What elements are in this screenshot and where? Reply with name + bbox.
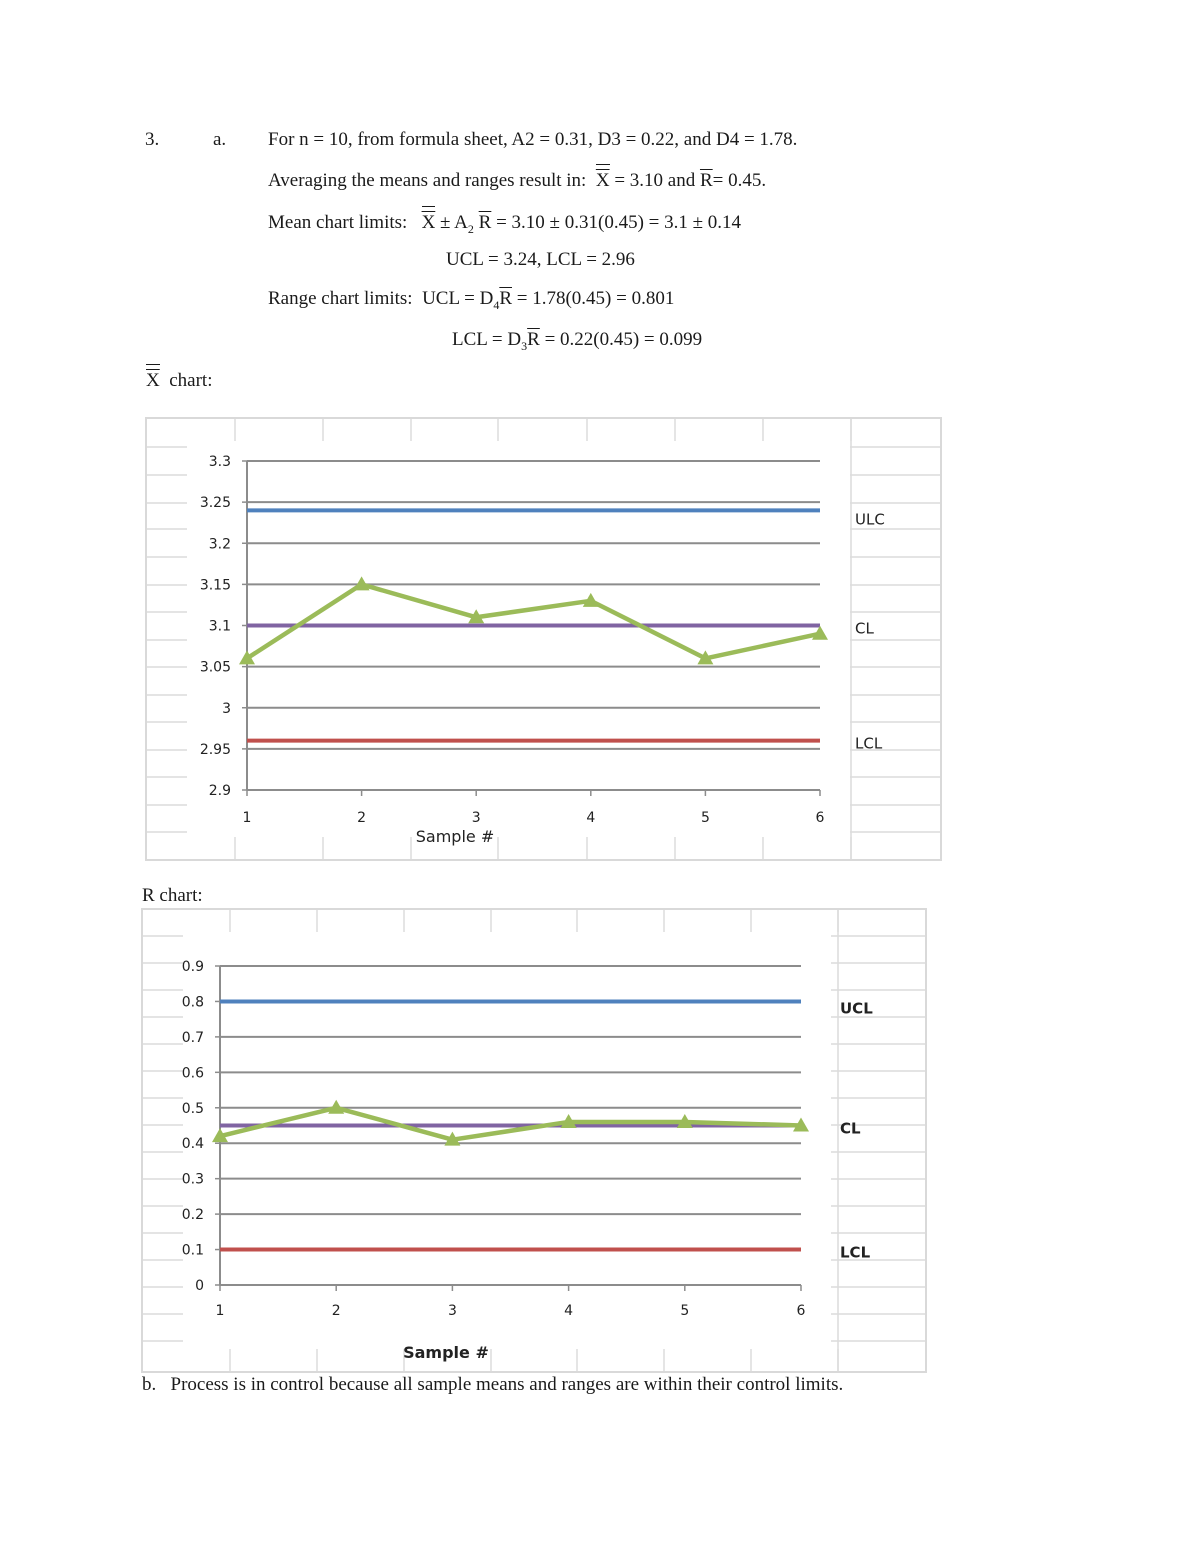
x-tick-label: 6 [815,810,825,826]
y-tick-label: 3.25 [199,495,231,512]
x-tick-label: 2 [331,1303,341,1319]
part-a-label: a. [213,129,227,150]
y-tick-label: 0.7 [181,1029,204,1046]
range-ucl-r: $\overline{R}$ [499,288,512,309]
range-lcl-r: $\overline{R}$ [527,329,540,350]
range-ucl-rest: = 1.78(0.45) = 0.801 [516,288,675,309]
xbar-chart-heading [146,370,213,392]
x-tick-label: 3 [447,1303,457,1319]
y-tick-label: 0.4 [181,1136,204,1153]
x-tick-label: 4 [564,1303,574,1319]
y-tick-label: 0.9 [181,959,204,975]
grand-mean-value: = 3.10 and [614,170,696,191]
x-tick-label: 5 [680,1303,690,1319]
mean-range-value: = 0.45. [712,170,767,191]
y-tick-label: 0 [195,1278,204,1294]
part-b-text: Process is in control because all sample means and ranges are within their control limits. [170,1374,844,1395]
given-constants-line: For n = 10, from formula sheet, A2 = 0.31, D3 = 0.22, and D4 = 1.78. [268,129,798,150]
lcl-label: LCL [855,734,883,753]
x-axis-label: Sample # [415,827,495,846]
mean-formula-rest: = 3.10 ± 0.31(0.45) = 3.1 ± 0.14 [496,212,742,233]
range-ucl-prefix: UCL = D [422,288,494,309]
y-tick-label: 0.1 [181,1242,204,1259]
range-lcl-rest: = 0.22(0.45) = 0.099 [544,329,703,350]
problem-number: 3. [145,129,160,150]
x-axis-label: Sample # [403,1343,489,1362]
range-ucl-sub: 4 [493,297,500,312]
xbar-chart-label: chart: [169,370,213,391]
r-chart-heading: R chart: [142,885,203,906]
cl-label: CL [840,1119,861,1138]
range-limits-label: Range chart limits: [268,288,413,309]
y-tick-label: 0.2 [181,1207,204,1224]
y-tick-label: 2.95 [199,741,231,758]
range-lcl-line [452,329,702,354]
x-tick-label: 3 [471,810,481,826]
mean-ucl-lcl: UCL = 3.24, LCL = 2.96 [446,249,635,270]
x-tick-label: 4 [586,810,596,826]
y-tick-label: 3 [222,700,231,717]
ulc-label: ULC [855,510,885,529]
y-tick-label: 0.5 [181,1100,204,1117]
mean-formula-mid: ± A [440,212,468,233]
mean-range-symbol: $\overline{R}$ [699,170,713,191]
range-ucl-line [268,288,674,313]
x-tick-label: 2 [357,810,367,826]
part-b-line [142,1374,843,1396]
xbar-chart [147,419,940,859]
y-tick-label: 3.1 [208,618,231,635]
y-tick-label: 0.8 [181,994,204,1011]
part-b-label: b. [142,1374,157,1395]
y-tick-label: 3.2 [208,536,231,553]
mean-limits-line [268,212,741,237]
x-tick-label: 1 [215,1303,225,1319]
y-tick-label: 0.6 [181,1065,204,1082]
cl-label: CL [855,619,874,638]
x-tick-label: 5 [700,810,710,826]
mean-limits-label: Mean chart limits: [268,212,408,233]
r-chart [143,910,925,1371]
lcl-label: LCL [840,1243,871,1262]
mean-formula-sub: 2 [467,221,474,236]
range-lcl-sub: 3 [521,338,528,353]
mean-formula-r: $\overline{R}$ [478,212,492,233]
y-tick-label: 3.3 [208,454,231,470]
averages-line [268,170,766,192]
mean-formula-x: $\overline{X}$ [421,212,436,233]
x-tick-label: 1 [242,810,252,826]
sample-series-line [247,584,820,658]
xbar-chart-symbol: $\overline{X}$ [146,370,160,391]
r-chart-frame [141,908,927,1373]
averages-prefix: Averaging the means and ranges result in: [268,170,587,191]
x-tick-label: 6 [796,1303,806,1319]
ucl-label: UCL [840,999,873,1018]
y-tick-label: 3.05 [199,659,231,676]
grand-mean-symbol: $\overline{X}$ [595,170,610,191]
y-tick-label: 0.3 [181,1171,204,1188]
y-tick-label: 2.9 [208,783,231,799]
y-tick-label: 3.15 [199,577,231,594]
xbar-chart-frame [145,417,942,861]
range-lcl-prefix: LCL = D [452,329,522,350]
